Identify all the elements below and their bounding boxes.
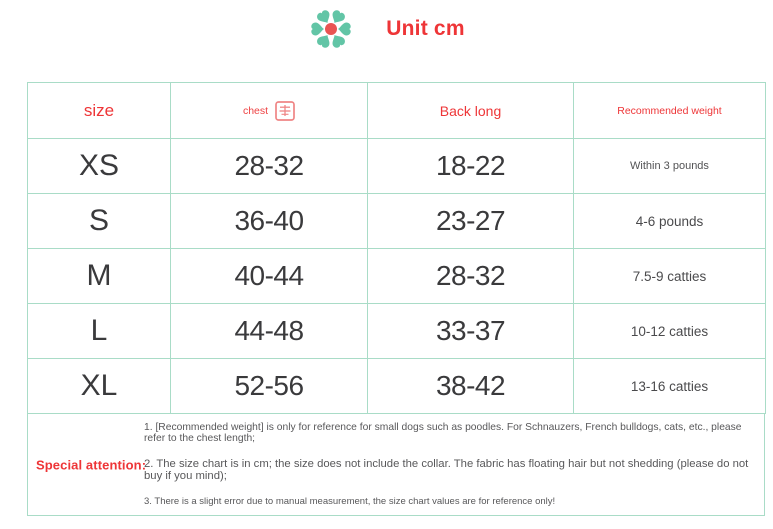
notes-list — [144, 414, 756, 515]
table-header-row — [28, 83, 766, 139]
note-item-3: 3. There is a slight error due to manual measurement, the size chart values are for reference only! — [144, 496, 556, 507]
cell-chest: 36-40 — [171, 194, 368, 249]
cell-back-long: 33-37 — [368, 304, 574, 359]
cell-weight: 7.5-9 catties — [574, 249, 766, 304]
size-table — [27, 82, 766, 414]
cell-weight: Within 3 pounds — [574, 139, 766, 194]
cell-size: M — [28, 249, 171, 304]
cell-weight: 10-12 catties — [574, 304, 766, 359]
cell-size: L — [28, 304, 171, 359]
page-header — [0, 4, 773, 54]
cell-size: XS — [28, 139, 171, 194]
cell-back-long: 28-32 — [368, 249, 574, 304]
cell-size: S — [28, 194, 171, 249]
special-attention-label: Special attention: — [36, 457, 147, 472]
cell-chest: 44-48 — [171, 304, 368, 359]
cell-back-long: 38-42 — [368, 359, 574, 414]
column-header-size: size — [28, 83, 171, 139]
table-row-xs — [28, 139, 766, 194]
girth-seal-icon — [275, 101, 295, 121]
table-row-s — [28, 194, 766, 249]
table-row-xl — [28, 359, 766, 414]
cell-chest: 40-44 — [171, 249, 368, 304]
cell-weight: 13-16 catties — [574, 359, 766, 414]
cell-weight: 4-6 pounds — [574, 194, 766, 249]
table-row-m — [28, 249, 766, 304]
cell-size: XL — [28, 359, 171, 414]
cell-chest: 28-32 — [171, 139, 368, 194]
note-item-1: 1. [Recommended weight] is only for reference for small dogs such as poodles. For Schnauzers, French bulldogs, cats, etc., please refer to the chest length; — [144, 422, 742, 444]
flower-icon — [308, 6, 354, 52]
cell-back-long: 23-27 — [368, 194, 574, 249]
unit-title: Unit cm — [386, 17, 465, 40]
note-item-2: 2. The size chart is in cm; the size does not include the collar. The fabric has floating hair but not shedding (please do not buy if you mind); — [144, 458, 749, 482]
special-attention-box — [27, 413, 765, 516]
column-header-chest-label: chest — [242, 104, 269, 117]
table-row-l — [28, 304, 766, 359]
column-header-chest — [171, 83, 368, 139]
column-header-back-long: Back long — [368, 83, 574, 139]
column-header-recommended-weight: Recommended weight — [574, 83, 766, 139]
size-table-wrap — [27, 82, 765, 414]
cell-chest: 52-56 — [171, 359, 368, 414]
cell-back-long: 18-22 — [368, 139, 574, 194]
